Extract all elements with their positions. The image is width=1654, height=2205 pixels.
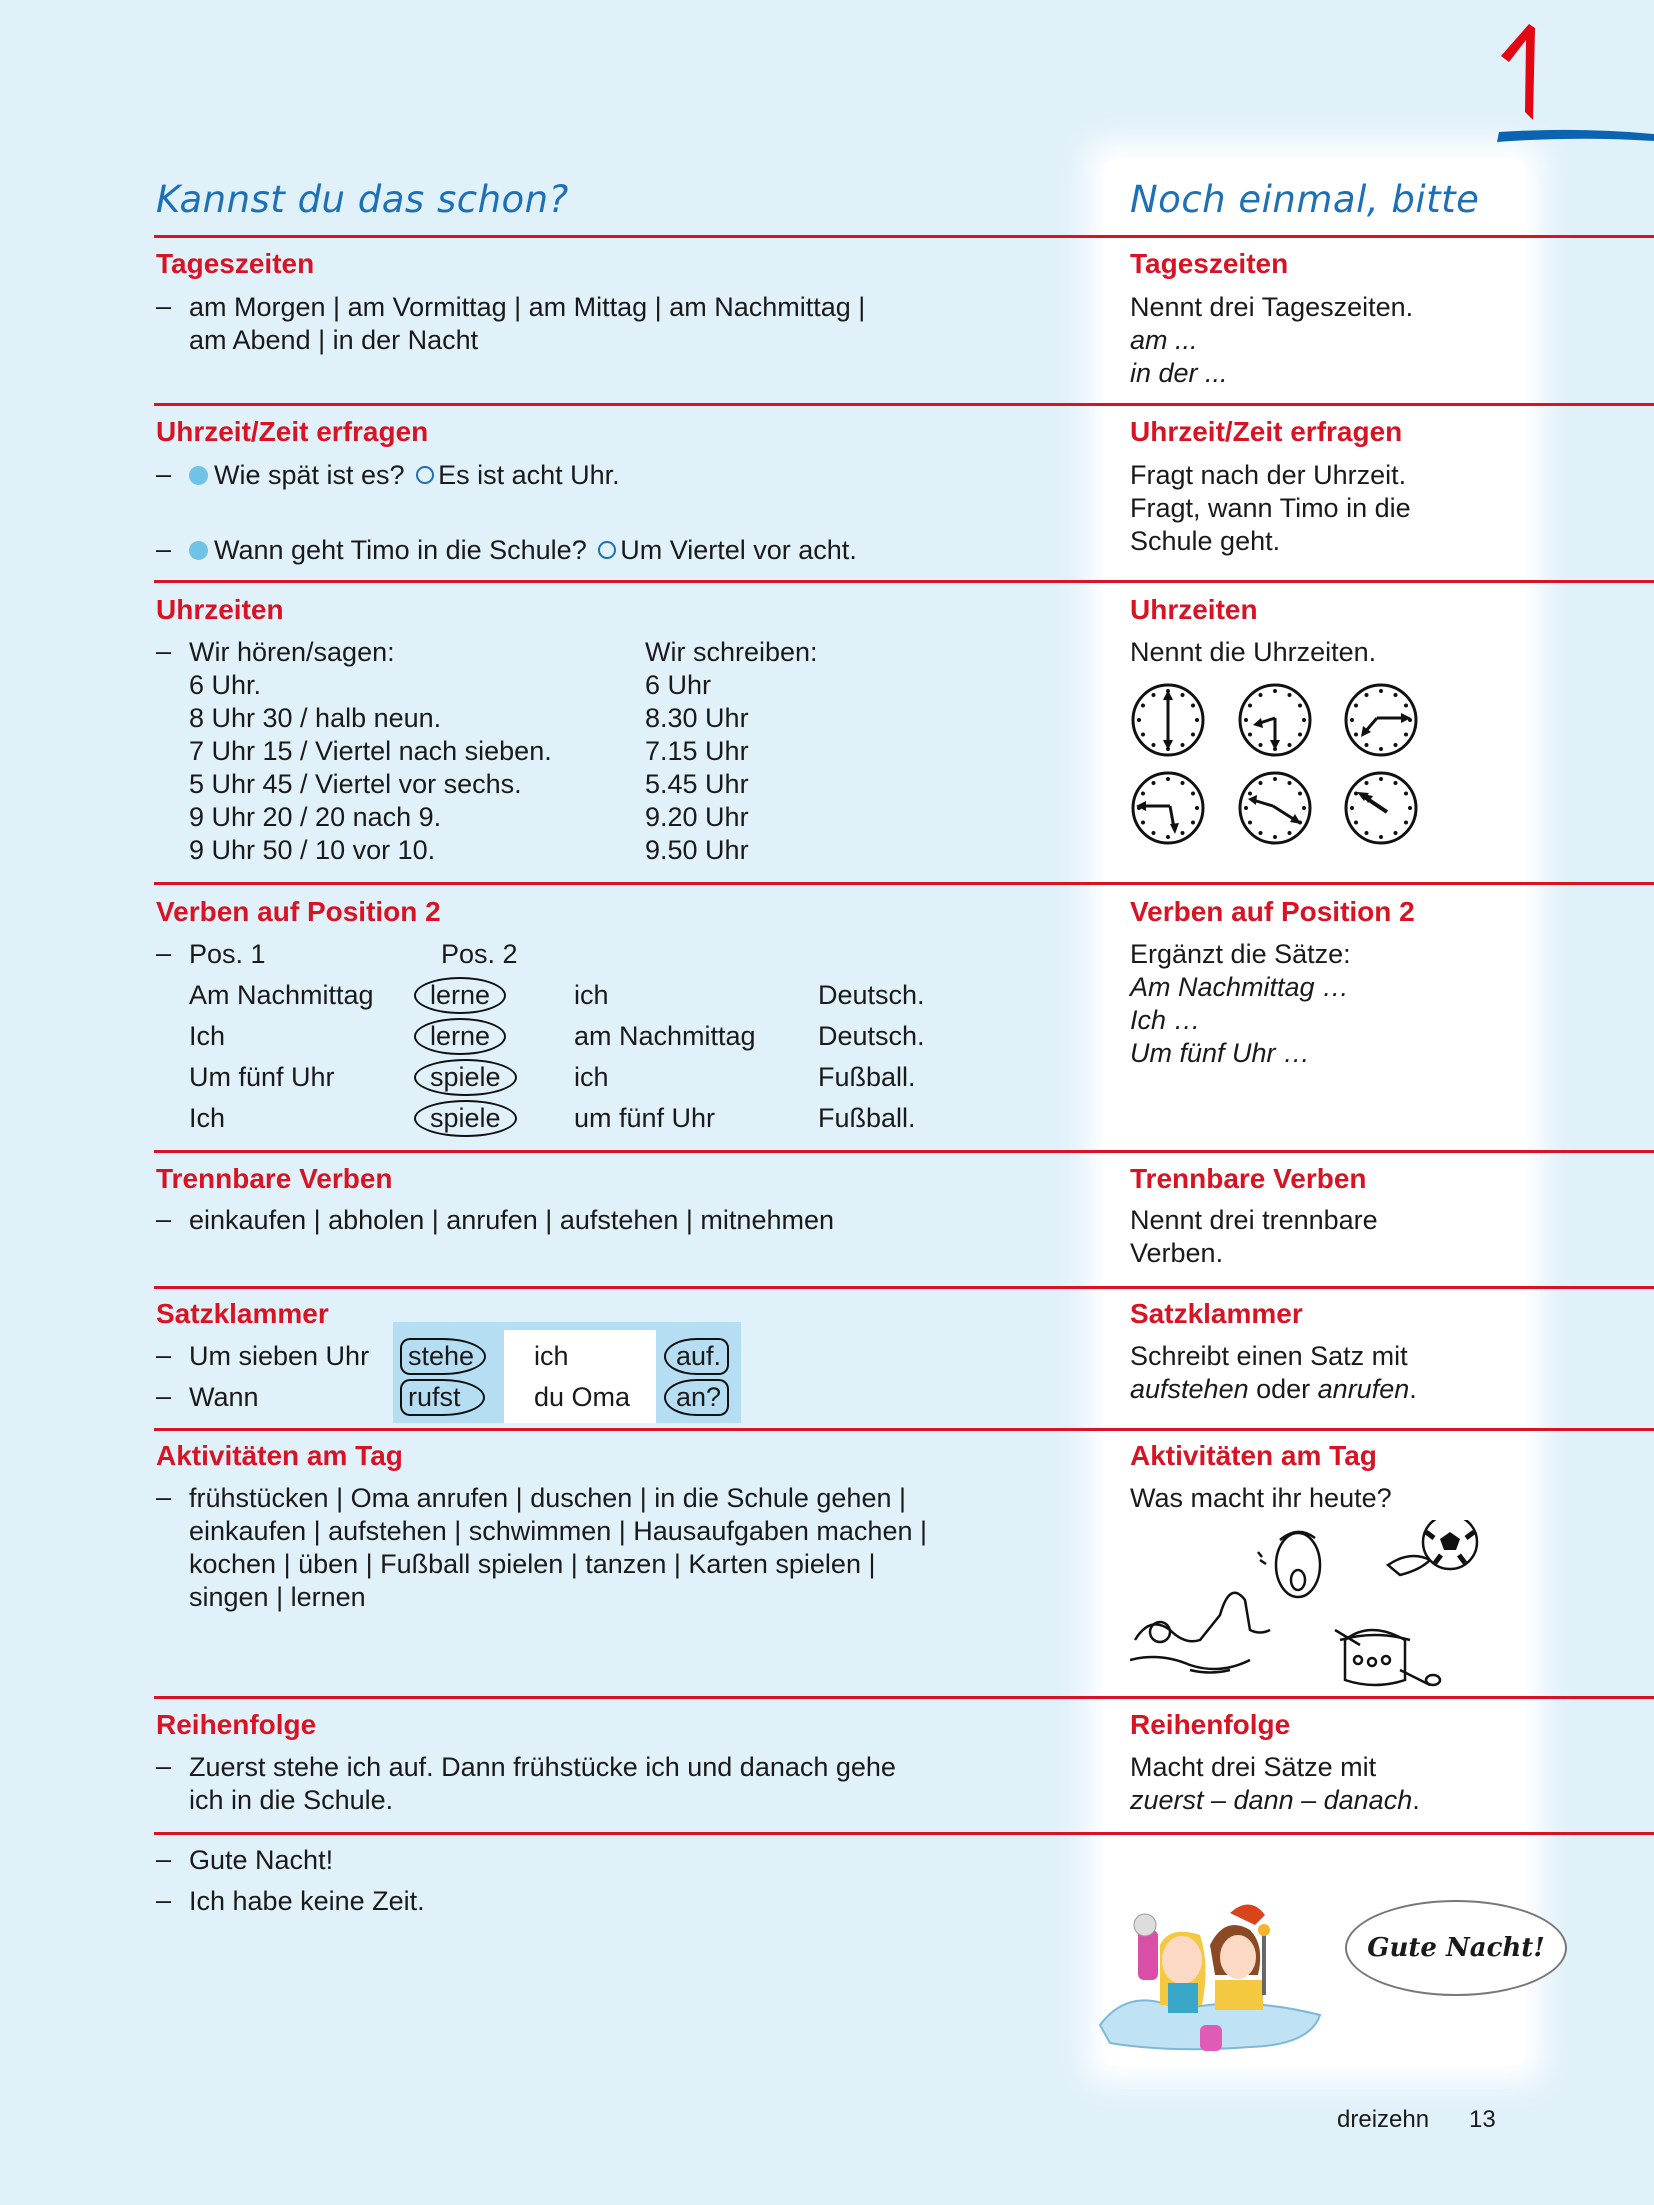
divider: [154, 580, 1654, 583]
speech-bubble: Gute Nacht!: [1345, 1900, 1567, 1996]
bullet-dash: –: [156, 636, 172, 666]
review-title-satzklammer: Satzklammer: [1130, 1298, 1303, 1329]
bullet-dash: –: [156, 1482, 172, 1512]
divider: [154, 1150, 1654, 1153]
review-hint: Am Nachmittag …: [1130, 972, 1350, 1002]
girls-in-bed-illustration: [1090, 1875, 1340, 2055]
satzklammer-middle-text: ich: [534, 1341, 569, 1371]
time-say: 6 Uhr.: [189, 670, 262, 700]
verb-oval: stehe: [400, 1338, 486, 1375]
pos2-label: Pos. 2: [441, 939, 518, 969]
divider: [154, 235, 1654, 238]
particle-oval: auf.: [664, 1338, 729, 1375]
dialog-answer: Um Viertel vor acht.: [620, 535, 857, 565]
col4-text: Deutsch.: [818, 1021, 925, 1051]
verb-oval: lerne: [414, 977, 506, 1014]
review-task: Ergänzt die Sätze:: [1130, 939, 1351, 969]
bullet-dash: –: [156, 291, 172, 321]
satzklammer-start: Wann: [189, 1382, 259, 1412]
col3-text: am Nachmittag: [574, 1021, 756, 1051]
clock-icon: [1130, 682, 1206, 758]
time-write: 6 Uhr: [645, 670, 712, 700]
review-task: Was macht ihr heute?: [1130, 1483, 1392, 1513]
time-say: 5 Uhr 45 / Viertel vor sechs.: [189, 769, 522, 799]
clock-icon: [1343, 682, 1419, 758]
left-column-title: Kannst du das schon?: [156, 178, 569, 221]
review-task: Schule geht.: [1130, 526, 1281, 556]
review-task: Nennt drei trennbare: [1130, 1205, 1378, 1235]
particle-oval: an?: [664, 1379, 729, 1416]
dialog-question: Wann geht Timo in die Schule?: [214, 535, 587, 565]
clock-icon: [1130, 770, 1206, 846]
satzklammer-start: Um sieben Uhr: [189, 1341, 370, 1371]
clock-icon: [1237, 770, 1313, 846]
pos1-label: Pos. 1: [189, 939, 266, 969]
divider: [154, 1832, 1654, 1835]
page-number-word: dreizehn: [1337, 2106, 1430, 2133]
aktivitaeten-line: kochen | üben | Fußball spielen | tanzen | Karten spielen |: [189, 1549, 876, 1579]
aktivitaeten-line: frühstücken | Oma anrufen | duschen | in die Schule gehen |: [189, 1483, 906, 1513]
review-task: zuerst – dann – danach.: [1130, 1785, 1420, 1815]
col3-text: ich: [574, 1062, 609, 1092]
bullet-dash: –: [156, 1340, 172, 1370]
verb-oval: spiele: [414, 1059, 517, 1096]
time-say: 9 Uhr 50 / 10 vor 10.: [189, 835, 436, 865]
page-number: 13: [1469, 2106, 1496, 2133]
section-title-satzklammer: Satzklammer: [156, 1298, 329, 1329]
col4-text: Deutsch.: [818, 980, 925, 1010]
review-title-uhrzeiten: Uhrzeiten: [1130, 594, 1258, 625]
speaker-b-ring-icon: [416, 466, 434, 484]
dialog-line: [189, 534, 857, 567]
divider: [154, 1428, 1654, 1431]
tageszeiten-line: am Abend | in der Nacht: [189, 325, 479, 355]
col3-text: ich: [574, 980, 609, 1010]
bullet-dash: –: [156, 459, 172, 489]
verb-oval: spiele: [414, 1100, 517, 1137]
review-task: Schreibt einen Satz mit: [1130, 1341, 1408, 1371]
col-header-say: Wir hören/sagen:: [189, 637, 395, 667]
bullet-dash: –: [156, 1751, 172, 1781]
review-title-verben-pos2: Verben auf Position 2: [1130, 896, 1415, 927]
review-title-aktivitaeten: Aktivitäten am Tag: [1130, 1440, 1377, 1471]
review-task: Nennt die Uhrzeiten.: [1130, 637, 1377, 667]
section-title-verben-pos2: Verben auf Position 2: [156, 896, 441, 927]
time-write: 8.30 Uhr: [645, 703, 749, 733]
review-hint: in der ...: [1130, 358, 1228, 388]
satzklammer-middle-text: du Oma: [534, 1382, 631, 1412]
phrase-line: Ich habe keine Zeit.: [189, 1886, 425, 1916]
chapter-number-1: [1495, 22, 1555, 122]
review-hint: am ...: [1130, 325, 1198, 355]
col-header-write: Wir schreiben:: [645, 637, 818, 667]
review-hint: Um fünf Uhr …: [1130, 1038, 1311, 1068]
verb-oval: rufst: [400, 1379, 485, 1416]
section-title-aktivitaeten: Aktivitäten am Tag: [156, 1440, 403, 1471]
review-task: Fragt nach der Uhrzeit.: [1130, 460, 1407, 490]
review-task: Verben.: [1130, 1238, 1224, 1268]
time-say: 8 Uhr 30 / halb neun.: [189, 703, 442, 733]
pos1-text: Um fünf Uhr: [189, 1062, 335, 1092]
review-task: aufstehen oder anrufen.: [1130, 1374, 1417, 1404]
review-hint: Ich …: [1130, 1005, 1201, 1035]
reihenfolge-line: ich in die Schule.: [189, 1785, 394, 1815]
col3-text: um fünf Uhr: [574, 1103, 716, 1133]
time-write: 5.45 Uhr: [645, 769, 749, 799]
review-title-uhrzeit-erfragen: Uhrzeit/Zeit erfragen: [1130, 416, 1403, 447]
section-title-reihenfolge: Reihenfolge: [156, 1709, 317, 1740]
bullet-dash: –: [156, 534, 172, 564]
speaker-b-ring-icon: [598, 541, 616, 559]
trennbare-line: einkaufen | abholen | anrufen | aufstehen | mitnehmen: [189, 1205, 834, 1235]
divider: [154, 882, 1654, 885]
divider: [154, 403, 1654, 406]
section-title-uhrzeit-erfragen: Uhrzeit/Zeit erfragen: [156, 416, 429, 447]
speaker-a-dot-icon: [189, 466, 208, 485]
bullet-dash: –: [156, 1204, 172, 1234]
dialog-question: Wie spät ist es?: [214, 460, 405, 490]
time-write: 9.50 Uhr: [645, 835, 749, 865]
col4-text: Fußball.: [818, 1103, 916, 1133]
dialog-answer: Es ist acht Uhr.: [438, 460, 620, 490]
dialog-line: [189, 459, 620, 492]
bullet-dash: –: [156, 1885, 172, 1915]
aktivitaeten-line: einkaufen | aufstehen | schwimmen | Hausaufgaben machen |: [189, 1516, 927, 1546]
pos1-text: Am Nachmittag: [189, 980, 374, 1010]
phrase-line: Gute Nacht!: [189, 1845, 334, 1875]
reihenfolge-line: Zuerst stehe ich auf. Dann frühstücke ich und danach gehe: [189, 1752, 896, 1782]
review-title-tageszeiten: Tageszeiten: [1130, 248, 1289, 279]
speaker-a-dot-icon: [189, 541, 208, 560]
bullet-dash: –: [156, 938, 172, 968]
divider: [154, 1286, 1654, 1289]
divider: [154, 1696, 1654, 1699]
review-task: Fragt, wann Timo in die: [1130, 493, 1411, 523]
section-title-trennbare-verben: Trennbare Verben: [156, 1163, 393, 1194]
section-title-tageszeiten: Tageszeiten: [156, 248, 315, 279]
aktivitaeten-line: singen | lernen: [189, 1582, 366, 1612]
time-say: 9 Uhr 20 / 20 nach 9.: [189, 802, 442, 832]
bullet-dash: –: [156, 1381, 172, 1411]
clock-icon: [1237, 682, 1313, 758]
pos1-text: Ich: [189, 1021, 226, 1051]
col4-text: Fußball.: [818, 1062, 916, 1092]
review-task: Nennt drei Tageszeiten.: [1130, 292, 1414, 322]
time-say: 7 Uhr 15 / Viertel nach sieben.: [189, 736, 552, 766]
time-write: 7.15 Uhr: [645, 736, 749, 766]
verb-oval: lerne: [414, 1018, 506, 1055]
review-title-trennbare: Trennbare Verben: [1130, 1163, 1367, 1194]
activities-illustration: [1130, 1520, 1490, 1690]
chapter-bar: [1497, 128, 1654, 142]
pos1-text: Ich: [189, 1103, 226, 1133]
section-title-uhrzeiten: Uhrzeiten: [156, 594, 284, 625]
bullet-dash: –: [156, 1844, 172, 1874]
right-column-title: Noch einmal, bitte: [1130, 178, 1480, 221]
tageszeiten-line: am Morgen | am Vormittag | am Mittag | am Nachmittag |: [189, 292, 866, 322]
time-write: 9.20 Uhr: [645, 802, 749, 832]
review-task: Macht drei Sätze mit: [1130, 1752, 1377, 1782]
review-title-reihenfolge: Reihenfolge: [1130, 1709, 1291, 1740]
clock-icon: [1343, 770, 1419, 846]
